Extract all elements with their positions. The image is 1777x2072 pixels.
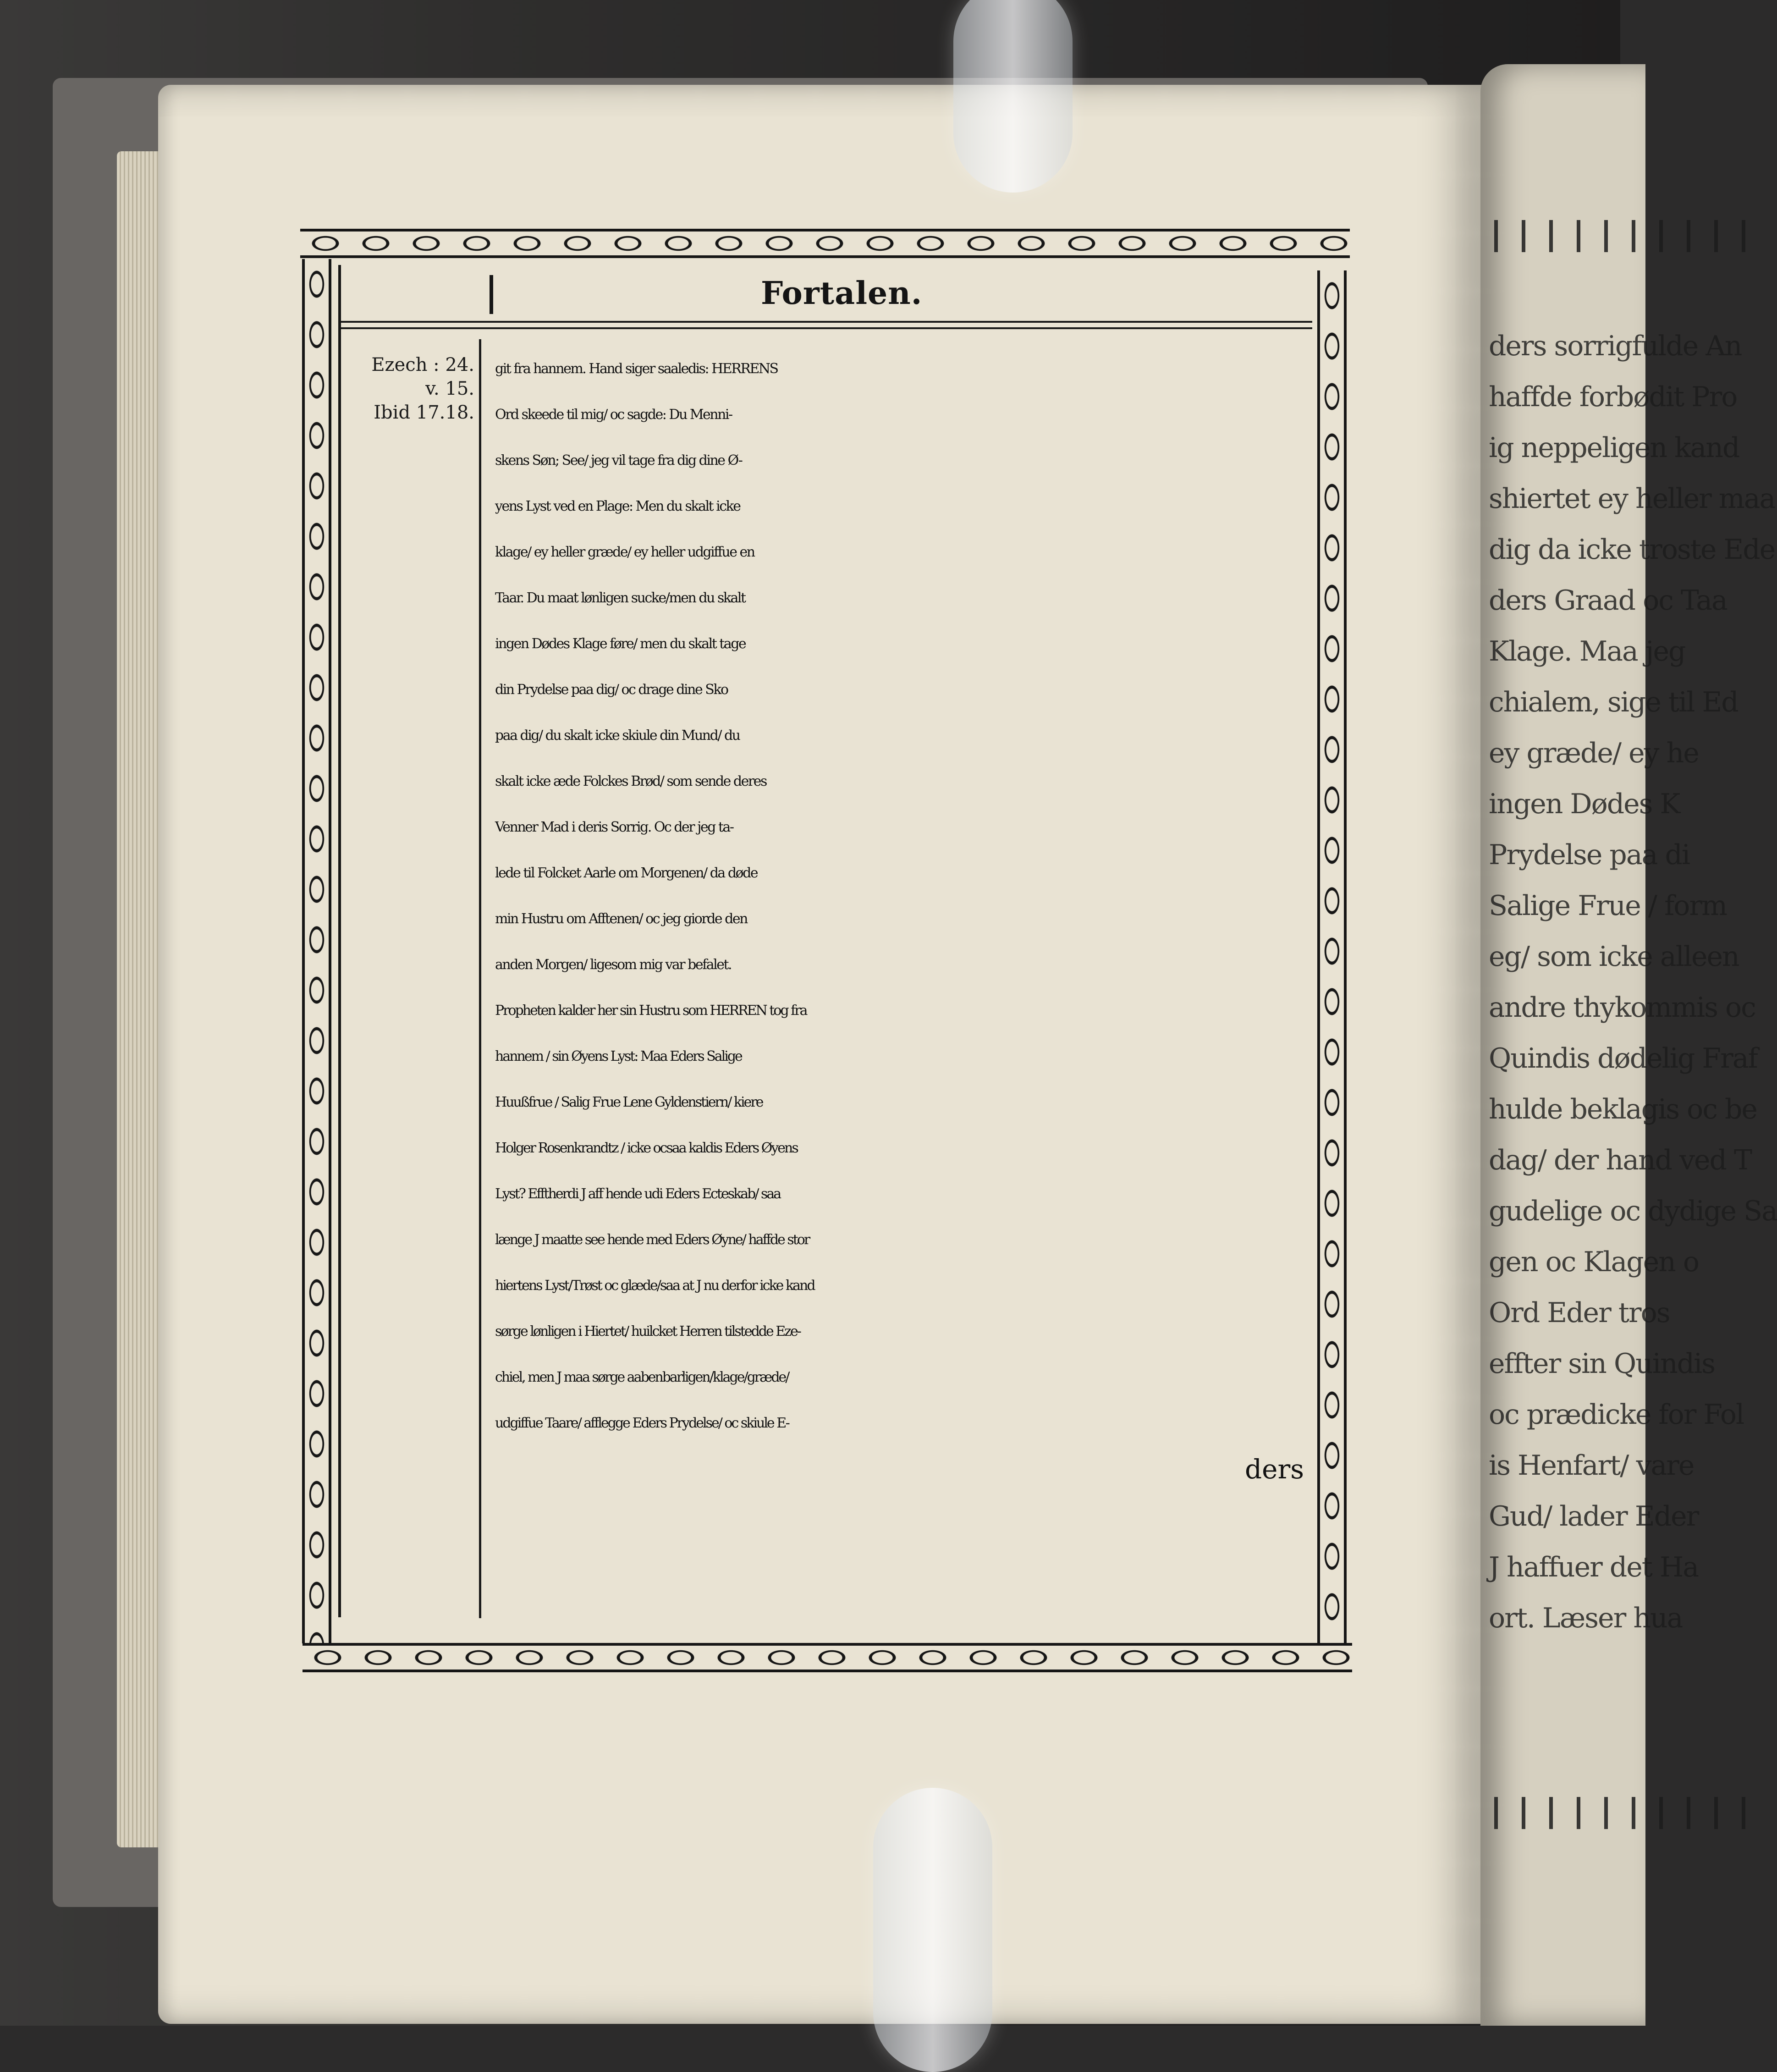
facing-page-line: ders sorrigfulde An xyxy=(1489,330,1742,362)
frame-border-top xyxy=(300,227,1350,260)
text-line: din Prydelse paa dig/ oc drage dine Sko xyxy=(495,682,728,698)
facing-page-line: eg/ som icke alleen xyxy=(1489,941,1739,973)
text-line: Ord skeede til mig/ oc sagde: Du Menni- xyxy=(495,407,732,423)
text-line: længe J maatte see hende med Eders Øyne/ haffde stor xyxy=(495,1232,809,1248)
header-rule xyxy=(338,321,1312,329)
text-line: hannem / sin Øyens Lyst: Maa Eders Salige xyxy=(495,1048,742,1064)
facing-page-border-top xyxy=(1494,220,1769,252)
facing-page-line: dig da icke troste Ede xyxy=(1489,534,1775,566)
margin-note: Ezech : 24. xyxy=(371,354,474,375)
facing-page-text xyxy=(1489,321,1777,1644)
facing-page-border-bottom xyxy=(1494,1797,1769,1829)
catchword: ders xyxy=(1245,1454,1304,1485)
text-line: paa dig/ du skalt icke skiule din Mund/ du xyxy=(495,727,740,744)
facing-page-line: effter sin Quindis xyxy=(1489,1348,1715,1380)
facing-page-line: chialem, sige til Ed xyxy=(1489,686,1738,718)
facing-page-line: haffde forbødit Pro xyxy=(1489,381,1737,413)
facing-page-line: oc prædicke for Fol xyxy=(1489,1399,1744,1431)
facing-page-line: ey græde/ ey he xyxy=(1489,737,1699,769)
text-line: min Hustru om Afftenen/ oc jeg giorde den xyxy=(495,911,747,927)
frame-border-left xyxy=(300,259,333,1643)
running-head: Fortalen. xyxy=(761,275,923,312)
facing-page-line: Gud/ lader Eder xyxy=(1489,1500,1699,1532)
page-clip-bottom xyxy=(873,1788,992,2072)
facing-page-line: gen oc Klagen o xyxy=(1489,1246,1699,1278)
facing-page-line: gudelige oc dydige Sa xyxy=(1489,1195,1777,1227)
facing-page-line: Prydelse paa di xyxy=(1489,839,1690,871)
facing-page-line: ingen Dødes K xyxy=(1489,788,1680,820)
facing-page-line: ders Graad oc Taa xyxy=(1489,584,1727,617)
text-line: udgiffue Taare/ afflegge Eders Prydelse/ oc skiule E- xyxy=(495,1415,789,1431)
text-line: lede til Folcket Aarle om Morgenen/ da døde xyxy=(495,865,758,881)
text-line: skens Søn; See/ jeg vil tage fra dig dine Ø- xyxy=(495,452,742,468)
margin-notes xyxy=(341,353,479,424)
facing-page-line: Salige Frue / form xyxy=(1489,890,1727,922)
margin-note: v. 15. xyxy=(425,378,474,399)
text-line: klage/ ey heller græde/ ey heller udgiffue en xyxy=(495,544,754,560)
text-line: Lyst? Efftherdi J aff hende udi Eders Ecteskab/ saa xyxy=(495,1186,781,1202)
header-mark xyxy=(490,275,493,314)
frame-border-bottom xyxy=(303,1641,1352,1674)
facing-page-line: shiertet ey heller maa xyxy=(1489,483,1775,515)
facing-page-line: Quindis dødelig Fraf xyxy=(1489,1042,1757,1075)
facing-page-line: Klage. Maa jeg xyxy=(1489,635,1685,667)
text-line: ingen Dødes Klage føre/ men du skalt tage xyxy=(495,636,746,652)
page-clip-top xyxy=(953,0,1073,193)
facing-page-line: Ord Eder tros xyxy=(1489,1297,1670,1329)
facing-page-line: is Henfart/ vare xyxy=(1489,1449,1694,1482)
text-line: Huußfrue / Salig Frue Lene Gyldenstiern/ kiere xyxy=(495,1094,763,1110)
facing-page-line: dag/ der hand ved T xyxy=(1489,1144,1751,1176)
facing-page-line: J haffuer det Ha xyxy=(1489,1551,1699,1583)
margin-note: Ibid 17.18. xyxy=(374,402,474,423)
text-line: skalt icke æde Folckes Brød/ som sende deres xyxy=(495,773,766,789)
facing-page-line: hulde beklagis oc be xyxy=(1489,1093,1757,1125)
text-line: chiel, men J maa sørge aabenbarligen/klage/græde/ xyxy=(495,1369,789,1385)
text-line: anden Morgen/ ligesom mig var befalet. xyxy=(495,957,732,973)
facing-page-line: ort. Læser hua xyxy=(1489,1602,1683,1634)
text-line: Holger Rosenkrandtz / icke ocsaa kaldis Eders Øyens xyxy=(495,1140,798,1156)
text-line: git fra hannem. Hand siger saaledis: HERRENS xyxy=(495,361,778,377)
text-line: yens Lyst ved en Plage: Men du skalt icke xyxy=(495,498,740,514)
text-line: Venner Mad i deris Sorrig. Oc der jeg ta- xyxy=(495,819,733,835)
text-line: hiertens Lyst/Trøst oc glæde/saa at J nu derfor icke kand xyxy=(495,1278,814,1294)
facing-page-line: ig neppeligen kand xyxy=(1489,432,1739,464)
text-line: sørge lønligen i Hiertet/ huilcket Herren tilstedde Eze- xyxy=(495,1323,800,1339)
body-text xyxy=(495,346,1318,1492)
facing-page-line: andre thykommis oc xyxy=(1489,992,1755,1024)
text-line: Taar. Du maat lønligen sucke/men du skalt xyxy=(495,590,745,606)
book-page-right xyxy=(1480,64,1777,2026)
margin-column-rule xyxy=(479,339,481,1618)
frame-border-right xyxy=(1315,270,1348,1643)
text-line: Propheten kalder her sin Hustru som HERREN tog fra xyxy=(495,1003,807,1019)
